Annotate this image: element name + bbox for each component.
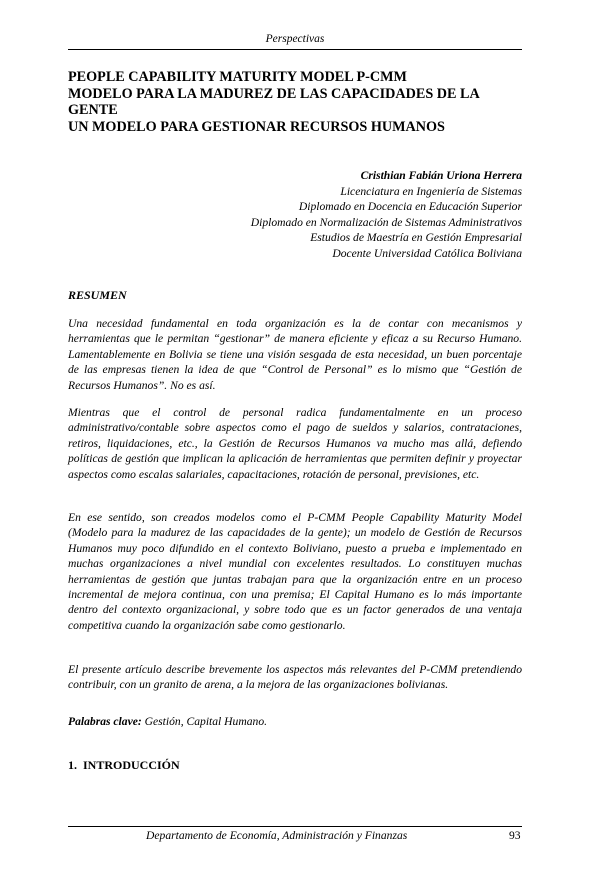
abstract-paragraph: En ese sentido, son creados modelos como el P-CMM People Capability Maturity Model (Modelo para la madurez de las capacidades de la gente); un modelo de Gestión de Recursos Humanos muy poco difundido en el contexto Boliviano, puesto a prueba e implementado en muchas organizaciones a nivel mundial con excelentes resultados. Lo constituyen muchas herramientas de gestión que juntas trabajan para que la organización entre en un proceso incremental de mejora continua, con una premisa; El Capital Humano es lo más importante dentro del contexto organizacional, y sobre todo que es un factor generados de una ventaja competitiva cuando la organización sabe como gestionarlo. xyxy=(68,511,522,632)
title-line-1: PEOPLE CAPABILITY MATURITY MODEL P-CMM xyxy=(68,69,407,85)
author-name: Cristhian Fabián Uriona Herrera xyxy=(360,169,522,182)
section-heading xyxy=(68,758,180,773)
title-line-3: GENTE xyxy=(68,102,118,118)
abstract-paragraph: Una necesidad fundamental en toda organización es la de contar con mecanismos y herramientas que le permitan “gestionar” de manera eficiente y eficaz a su Recurso Humano. Lamentablemente en Bolivia se tiene una visión sesgada de esta necesidad, un buen porcentaje de las empresas tienen la idea de que “Control de Personal” es lo mismo que “Gestión de Recursos Humanos”. No es así. xyxy=(68,317,522,392)
title-line-4: UN MODELO PARA GESTIONAR RECURSOS HUMANOS xyxy=(68,118,445,135)
keywords-text: Gestión, Capital Humano. xyxy=(141,715,268,728)
abstract-heading: RESUMEN xyxy=(68,288,127,302)
author-credential: Licenciatura en Ingeniería de Sistemas xyxy=(340,184,522,198)
abstract-paragraph: El presente artículo describe brevemente los aspectos más relevantes del P-CMM pretendiendo contribuir, con un granito de arena, a la mejora de las organizaciones bolivianas. xyxy=(68,663,522,692)
author-credential: Estudios de Maestría en Gestión Empresarial xyxy=(310,231,522,245)
footer-rule xyxy=(68,826,522,827)
author-credential: Docente Universidad Católica Boliviana xyxy=(332,246,522,260)
abstract-paragraph: Mientras que el control de personal radica fundamentalmente en un proceso administrativo/contable sobre aspectos como el pago de sueldos y salarios, contrataciones, retiros, liquidaciones, etc., la Gestión de Recursos Humanos va mucho mas allá, defiendo políticas de gestión que implican la aplicación de herramientas que permiten definir y proyectar aspectos como escalas salariales, capacitaciones, rotación de personal, previsiones, etc. xyxy=(68,406,522,481)
keywords-line xyxy=(68,715,267,728)
section-title: INTRODUCCIÓN xyxy=(83,758,180,772)
header-rule xyxy=(68,49,522,50)
author-block xyxy=(251,168,522,262)
title-line-2: MODELO PARA LA MADUREZ DE LAS CAPACIDADES DE LA xyxy=(68,85,480,102)
section-number: 1. xyxy=(68,758,77,772)
author-credential: Diplomado en Docencia en Educación Superior xyxy=(298,200,522,214)
article-title xyxy=(68,69,528,135)
keywords-label: Palabras clave: xyxy=(68,715,142,728)
page-number: 93 xyxy=(509,829,521,842)
footer-text: Departamento de Economía, Administración y Finanzas xyxy=(146,829,408,842)
author-credential: Diplomado en Normalización de Sistemas Administrativos xyxy=(250,215,522,229)
running-head: Perspectivas xyxy=(265,33,325,45)
